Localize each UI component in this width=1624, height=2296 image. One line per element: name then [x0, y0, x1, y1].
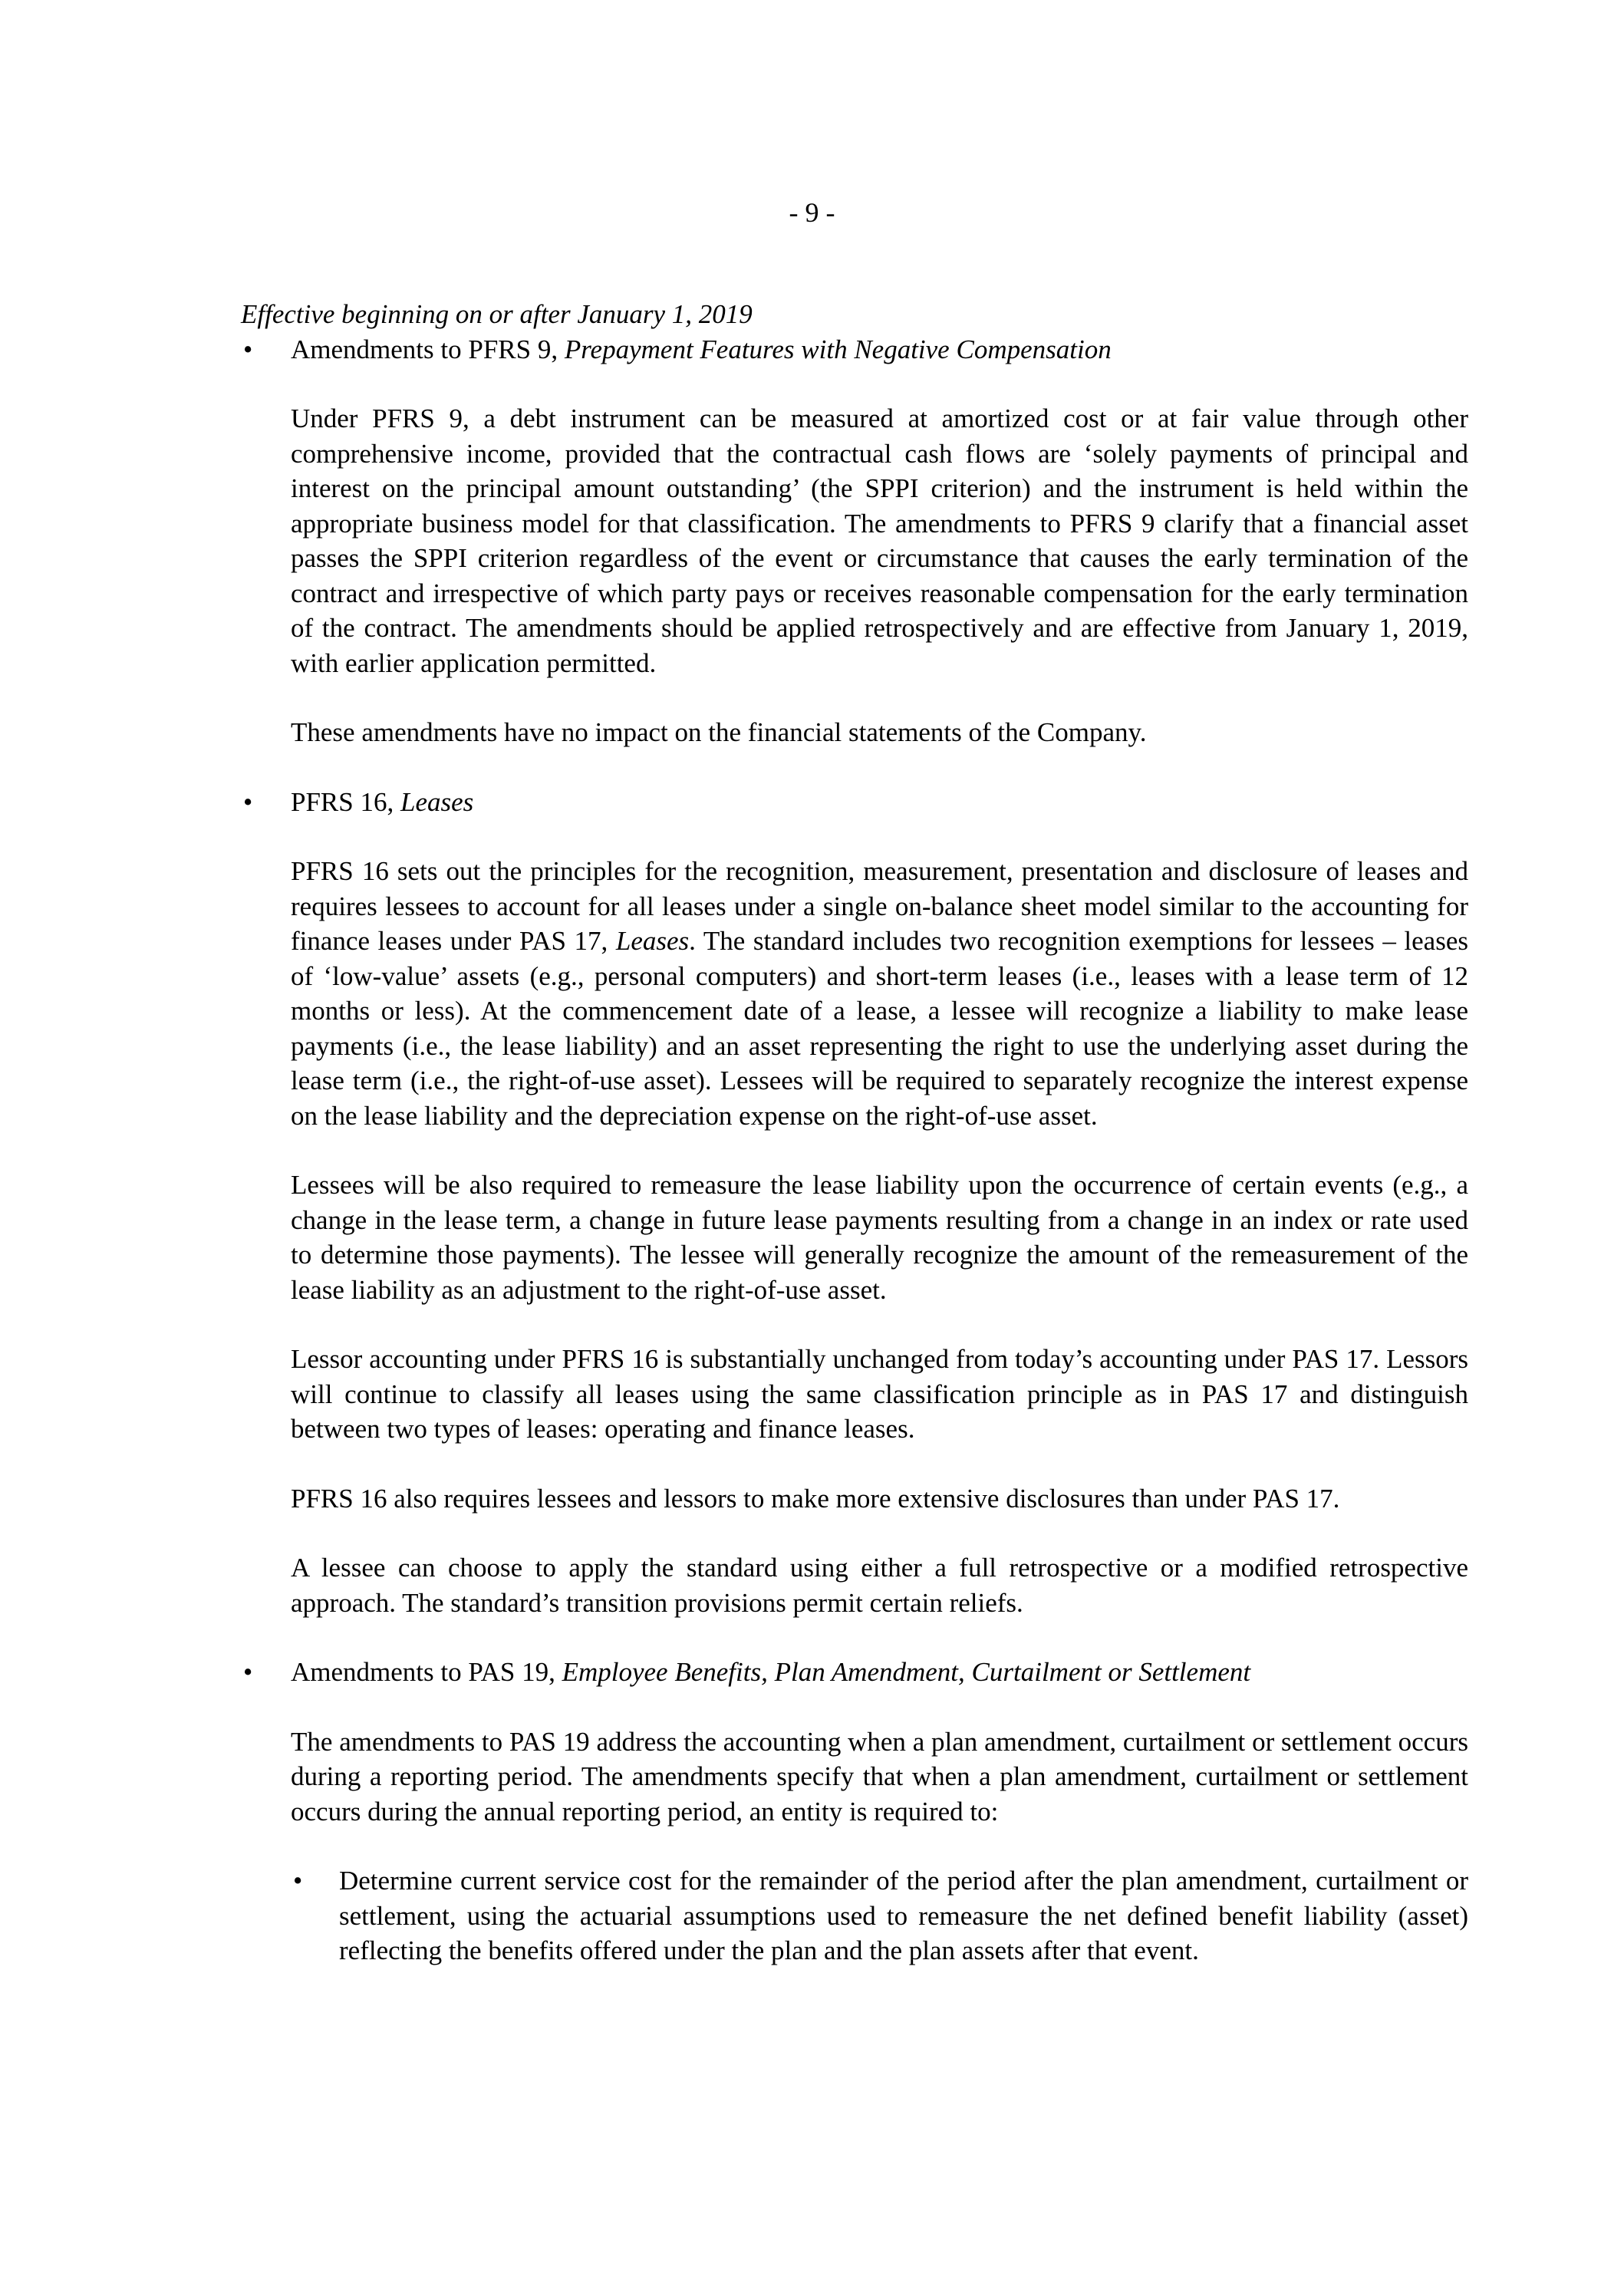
list-item-pfrs16 — [241, 785, 1468, 1621]
item-title-italic: Leases — [400, 786, 474, 817]
bullet-icon: • — [243, 1657, 253, 1687]
item-title — [291, 332, 1468, 367]
paragraph: PFRS 16 also requires lessees and lessors to make more extensive disclosures than under PAS 17. — [291, 1483, 1340, 1514]
paragraph: The amendments to PAS 19 address the accounting when a plan amendment, curtailment or settlement occurs during a reporting period. The amendments specify that when a plan amendment, curtailment or settlement occurs during the annual reporting period, an entity is required to: — [291, 1726, 1468, 1827]
list-item-pas19 — [241, 1655, 1468, 1968]
sub-list-item — [291, 1863, 1468, 1968]
page-content — [241, 297, 1468, 1968]
list-item-pfrs9 — [241, 332, 1468, 750]
bullet-icon: • — [293, 1866, 303, 1896]
paragraph: A lessee can choose to apply the standard using either a full retrospective or a modified retrospective approach. The standard’s transition provisions permit certain reliefs. — [291, 1553, 1468, 1618]
section-heading: Effective beginning on or after January 1, 2019 — [241, 299, 753, 329]
paragraph: These amendments have no impact on the financial statements of the Company. — [291, 717, 1147, 747]
item-title-prefix: PFRS 16, — [291, 786, 400, 817]
item-title-prefix: Amendments to PFRS 9, — [291, 334, 565, 364]
paragraph-italic-text: Leases — [615, 926, 690, 956]
item-title-italic: Employee Benefits, Plan Amendment, Curtailment or Settlement — [562, 1657, 1251, 1687]
page-number: - 9 - — [789, 197, 835, 228]
bullet-icon: • — [243, 786, 253, 817]
paragraph: Under PFRS 9, a debt instrument can be measured at amortized cost or at fair value through other comprehensive income, provided that the contractual cash flows are ‘solely payments of principal and interest on the principal amount outstanding’ (the SPPI criterion) and the instrument is held within the appropriate business model for that classification. The amendments to PFRS 9 clarify that a financial asset passes the SPPI criterion regardless of the event or circumstance that causes the early termination of the contract and irrespective of which party pays or receives reasonable compensation for the early termination of the contract. The amendments should be applied retrospectively and are effective from January 1, 2019, with earlier application permitted. — [291, 404, 1468, 678]
paragraph-text: PFRS 16 sets out the principles for the recognition, measurement, presentation and disclosure of leases and requires lessees to account for all leases under a single on-balance sheet model similar to the accounting for finance leases under PAS 17, — [291, 856, 1468, 956]
item-title — [291, 1655, 1468, 1690]
bullet-icon: • — [243, 334, 253, 364]
paragraph — [291, 854, 1468, 1133]
paragraph: Lessor accounting under PFRS 16 is substantially unchanged from today’s accounting under PAS 17. Lessors will continue to classify all leases using the same classification principle as in PAS 17 and distinguish between two types of leases: operating and finance leases. — [291, 1344, 1468, 1444]
item-title — [291, 785, 1468, 820]
paragraph: Determine current service cost for the remainder of the period after the plan amendment, curtailment or settlement, using the actuarial assumptions used to remeasure the net defined benefit liability (asset) reflecting the benefits offered under the plan and the plan assets after that event. — [339, 1866, 1468, 1965]
paragraph-text: . The standard includes two recognition exemptions for lessees – leases of ‘low-value’ assets (e.g., personal computers) and short-term leases (i.e., leases with a lease term of 12 months or less). At the commencement date of a lease, a lessee will recognize a liability to make lease payments (i.e., the lease liability) and an asset representing the right to use the underlying asset during the lease term (i.e., the right-of-use asset). Lessees will be required to separately recognize the interest expense on the lease liability and the depreciation expense on the right-of-use asset. — [291, 926, 1468, 1131]
paragraph: Lessees will be also required to remeasure the lease liability upon the occurrence of certain events (e.g., a change in the lease term, a change in future lease payments resulting from a change in an index or rate used to determine those payments). The lessee will generally recognize the amount of the remeasurement of the lease liability as an adjustment to the right-of-use asset. — [291, 1170, 1468, 1305]
item-title-prefix: Amendments to PAS 19, — [291, 1657, 562, 1687]
item-title-italic: Prepayment Features with Negative Compensation — [564, 334, 1112, 364]
